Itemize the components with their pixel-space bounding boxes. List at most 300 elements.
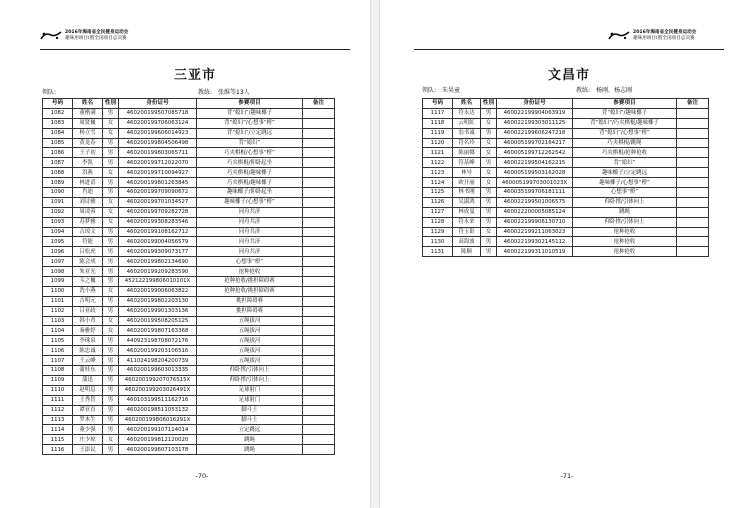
row-id: 460022200005085124 [497, 207, 573, 217]
row-name: 赵明息 [73, 385, 103, 395]
table-row [43, 415, 335, 425]
row-note [303, 168, 335, 178]
row-id: 460005199503162028 [497, 168, 573, 178]
row-number: 1087 [43, 158, 73, 168]
row-number: 1085 [43, 138, 73, 148]
row-number: 1128 [423, 217, 453, 227]
row-event: 足球射门 [197, 385, 303, 395]
row-id: 460200199508205125 [119, 316, 197, 326]
row-gender: 男 [103, 385, 119, 395]
row-name: 李凯 [73, 158, 103, 168]
table-row [43, 316, 335, 326]
row-note [677, 237, 709, 247]
row-id: 460022199504162215 [497, 158, 573, 168]
row-id: 452122199806010101X [119, 277, 197, 287]
header-rule [414, 49, 724, 50]
row-number: 1098 [43, 267, 73, 277]
row-id: 460022199906130710 [497, 217, 573, 227]
row-number: 1116 [43, 445, 73, 455]
row-event: 五绳拔河 [197, 326, 303, 336]
col-event: 参赛项目 [573, 99, 677, 109]
table-row [43, 336, 335, 346]
row-gender: 男 [481, 158, 497, 168]
row-gender: 女 [481, 118, 497, 128]
row-event: 抢种抢收 [573, 227, 677, 237]
row-event: 心想事“橙” [197, 257, 303, 267]
table-row [43, 286, 335, 296]
row-note [677, 108, 709, 118]
row-name: 吴淑鸿 [453, 197, 481, 207]
row-gender: 女 [481, 138, 497, 148]
table-row [43, 168, 335, 178]
table-row [423, 237, 709, 247]
row-gender: 男 [481, 197, 497, 207]
row-gender: 男 [103, 375, 119, 385]
row-note [677, 148, 709, 158]
roster-table [422, 98, 709, 257]
row-id: 460005199703001023X [497, 178, 573, 188]
row-event: 抢种抢收 [573, 247, 677, 257]
table-row [423, 138, 709, 148]
row-note [303, 178, 335, 188]
row-name: 吕亚政 [73, 306, 103, 316]
row-note [303, 118, 335, 128]
row-id: 460200199901303136 [119, 306, 197, 316]
row-note [303, 296, 335, 306]
row-name: 陈会成 [73, 257, 103, 267]
row-number: 1105 [43, 336, 73, 346]
row-name: 庄少琼 [73, 435, 103, 445]
row-note [677, 188, 709, 198]
row-event: 跳绳 [573, 207, 677, 217]
row-event: 同舟共济 [197, 207, 303, 217]
row-number: 1103 [43, 316, 73, 326]
row-gender: 男 [481, 217, 497, 227]
table-row [43, 207, 335, 217]
row-event: 脚斗士 [197, 415, 303, 425]
row-gender: 女 [103, 217, 119, 227]
row-gender: 女 [481, 227, 497, 237]
row-name: 周贤巍 [73, 118, 103, 128]
row-gender: 男 [103, 138, 119, 148]
row-note [677, 158, 709, 168]
row-id: 460200199207076515X [119, 375, 197, 385]
row-id: 460200199108162712 [119, 227, 197, 237]
table-row [43, 227, 335, 237]
table-row [43, 375, 335, 385]
row-number: 1122 [423, 158, 453, 168]
row-gender: 男 [481, 247, 497, 257]
row-gender: 男 [103, 257, 119, 267]
row-id: 440923198708072176 [119, 336, 197, 346]
row-event: 趣味椰子/心想事“橙” [573, 178, 677, 188]
row-name: 符永来 [453, 217, 481, 227]
row-id: 460200199802134690 [119, 257, 197, 267]
row-gender: 男 [481, 108, 497, 118]
row-number: 1108 [43, 366, 73, 376]
row-note [303, 385, 335, 395]
table-row [43, 128, 335, 138]
row-note [303, 217, 335, 227]
row-note [303, 356, 335, 366]
row-event: 巧夹棋棍/跳绳 [573, 138, 677, 148]
row-name: 董少强 [73, 425, 103, 435]
row-number: 1106 [43, 346, 73, 356]
row-note [303, 405, 335, 415]
row-id: 460200199606014923 [119, 128, 197, 138]
row-event: 趣味椰子/心想事“橙” [197, 197, 303, 207]
row-name: 吕松虎 [73, 247, 103, 257]
team-leader-label: 领队: [42, 89, 57, 96]
row-note [303, 237, 335, 247]
row-name: 吉明元 [73, 296, 103, 306]
row-event: 趣味椰子/立定跳远 [573, 168, 677, 178]
row-note [303, 435, 335, 445]
row-name: 罗木生 [73, 415, 103, 425]
row-number: 1093 [43, 217, 73, 227]
row-id: 460200199006063822 [119, 286, 197, 296]
row-name: 高海波 [453, 237, 481, 247]
table-row [43, 425, 335, 435]
row-event: 背“媳妇”/巧夹棋棍/趣味椰子 [573, 118, 677, 128]
table-row [423, 197, 709, 207]
row-number: 1126 [423, 197, 453, 207]
row-note [303, 207, 335, 217]
row-note [303, 316, 335, 326]
table-row [43, 257, 335, 267]
row-gender: 男 [103, 346, 119, 356]
row-name: 云明虹 [453, 118, 481, 128]
row-id: 460200199712022070 [119, 158, 197, 168]
roster-table [42, 98, 335, 455]
table-row [43, 346, 335, 356]
row-id: 460200199209283590 [119, 267, 197, 277]
row-note [677, 118, 709, 128]
table-row [423, 128, 709, 138]
row-id: 460200199308283546 [119, 217, 197, 227]
row-name: 苏梦雅 [73, 217, 103, 227]
row-id: 460200199710094927 [119, 168, 197, 178]
row-number: 1107 [43, 356, 73, 366]
row-name: 陈顺 [453, 247, 481, 257]
row-gender: 女 [103, 316, 119, 326]
row-gender: 男 [103, 445, 119, 455]
row-note [677, 197, 709, 207]
row-number: 1113 [43, 415, 73, 425]
row-gender: 男 [103, 395, 119, 405]
row-name: 古琼文 [73, 227, 103, 237]
coach-label: 教练: [576, 87, 591, 94]
row-number: 1109 [43, 375, 73, 385]
row-gender: 女 [481, 148, 497, 158]
table-row [43, 247, 335, 257]
logo-line1: 2016年海南省全民健身运动会 [65, 30, 129, 35]
row-gender: 男 [481, 188, 497, 198]
coach-value: 杨刚、杨志刚 [596, 87, 633, 94]
row-event: 抢种抢收/挑担障碍赛 [197, 277, 303, 287]
col-id: 身份证号 [119, 99, 197, 109]
row-number: 1099 [43, 277, 73, 287]
team-leader-label: 领队: [422, 87, 437, 94]
row-note [303, 257, 335, 267]
row-event: 巧夹棋棍/仰卧起坐 [197, 158, 303, 168]
row-event: 立定跳远 [197, 425, 303, 435]
row-gender: 女 [103, 168, 119, 178]
table-row [423, 207, 709, 217]
row-id: 460200199706063124 [119, 118, 197, 128]
row-number: 1088 [43, 168, 73, 178]
row-event: 仰卧撑/引体向上 [573, 217, 677, 227]
col-number: 号码 [423, 99, 453, 109]
row-number: 1101 [43, 296, 73, 306]
row-name: 韩小青 [73, 316, 103, 326]
row-event: 五绳拔河 [197, 316, 303, 326]
row-note [677, 217, 709, 227]
row-id: 460200199004056579 [119, 237, 197, 247]
row-name: 林成曼 [453, 207, 481, 217]
row-gender: 女 [103, 197, 119, 207]
row-event: 足球射门 [197, 395, 303, 405]
row-event: 抢种抢收/挑担障碍赛 [197, 286, 303, 296]
row-number: 1123 [423, 168, 453, 178]
row-gender: 女 [103, 118, 119, 128]
row-note [303, 247, 335, 257]
table-row [423, 178, 709, 188]
row-note [303, 306, 335, 316]
table-row [43, 366, 335, 376]
table-header-row [423, 99, 709, 109]
row-number: 1131 [423, 247, 453, 257]
row-id: 460005199712262542 [497, 148, 573, 158]
roster-body [43, 108, 335, 454]
row-id: 460005199702164217 [497, 138, 573, 148]
row-number: 1110 [43, 385, 73, 395]
city-title: 文昌市 [547, 68, 590, 83]
row-id: 460200199806016291X [119, 415, 197, 425]
row-gender: 男 [103, 405, 119, 415]
col-note: 备注 [677, 99, 709, 109]
row-note [303, 277, 335, 287]
event-logo [40, 30, 128, 42]
row-event: 仰卧撑/引体向上 [197, 375, 303, 385]
row-event: 趣味椰子/仰卧起坐 [197, 188, 303, 198]
col-event: 参赛项目 [197, 99, 303, 109]
row-note [677, 207, 709, 217]
row-event: 背“媳妇”/趣味椰子 [197, 108, 303, 118]
col-id: 身份证号 [497, 99, 573, 109]
table-row [43, 188, 335, 198]
table-row [43, 178, 335, 188]
row-name: 林书刚 [453, 188, 481, 198]
row-name: 刘诗雅 [73, 197, 103, 207]
row-gender: 男 [103, 247, 119, 257]
table-row [43, 356, 335, 366]
col-gender: 性别 [481, 99, 497, 109]
event-logo-mark [608, 30, 630, 42]
row-gender: 男 [481, 207, 497, 217]
row-gender: 女 [481, 178, 497, 188]
row-name: 林导 [453, 168, 481, 178]
table-row [423, 148, 709, 158]
row-name: 王子初 [73, 148, 103, 158]
row-number: 1127 [423, 207, 453, 217]
event-logo-mark [40, 30, 62, 42]
row-note [303, 326, 335, 336]
row-id: 460200199709282728 [119, 207, 197, 217]
row-note [677, 128, 709, 138]
row-gender: 女 [103, 435, 119, 445]
row-note [677, 138, 709, 148]
row-note [303, 227, 335, 237]
row-id: 460022199606247218 [497, 128, 573, 138]
table-row [423, 108, 709, 118]
row-name: 蒲迅 [73, 375, 103, 385]
row-note [677, 178, 709, 188]
row-id: 460035199706181111 [497, 188, 573, 198]
row-event: 心想事“橙” [573, 188, 677, 198]
row-event: 仰卧撑/引体向上 [197, 366, 303, 376]
row-number: 1091 [43, 197, 73, 207]
row-note [303, 366, 335, 376]
col-gender: 性别 [103, 99, 119, 109]
table-row [43, 138, 335, 148]
row-id: 460022199311010519 [497, 247, 573, 257]
page-number: -70- [195, 472, 209, 480]
row-name: 符永达 [453, 108, 481, 118]
row-gender: 女 [103, 286, 119, 296]
table-row [43, 445, 335, 455]
row-note [303, 267, 335, 277]
row-note [303, 158, 335, 168]
row-event: 跳绳 [197, 435, 303, 445]
row-event: 挑担障碍赛 [197, 306, 303, 316]
row-name: 林进滔 [73, 178, 103, 188]
row-name: 翁书诚 [453, 128, 481, 138]
logo-line2: 趣味用项目(暨全国项目总决赛 [65, 36, 127, 41]
row-name: 黄龙春 [73, 138, 103, 148]
row-number: 1119 [423, 128, 453, 138]
row-gender: 男 [103, 108, 119, 118]
row-id: 460200199804506498 [119, 138, 197, 148]
team-leader-value: 朱昊童 [442, 87, 461, 94]
row-id: 460200199709090672 [119, 188, 197, 198]
table-row [43, 435, 335, 445]
row-id: 460022199501006575 [497, 197, 573, 207]
row-number: 1089 [43, 178, 73, 188]
row-name: 王云峰 [73, 356, 103, 366]
row-name: 李珠泉 [73, 336, 103, 346]
row-name: 洪燕 [73, 168, 103, 178]
team-info [42, 88, 352, 97]
row-event: 脚斗士 [197, 405, 303, 415]
row-number: 1117 [423, 108, 453, 118]
table-row [423, 158, 709, 168]
row-number: 1114 [43, 425, 73, 435]
row-id: 460200199812120020 [119, 435, 197, 445]
table-row [43, 158, 335, 168]
row-event: 跳绳 [197, 445, 303, 455]
row-id: 460022199302145112 [497, 237, 573, 247]
row-gender: 女 [103, 326, 119, 336]
row-note [677, 227, 709, 237]
row-name: 董楷满 [73, 108, 103, 118]
table-header-row [43, 99, 335, 109]
row-number: 1096 [43, 247, 73, 257]
row-name: 欧开丽 [453, 178, 481, 188]
table-row [423, 118, 709, 128]
row-id: 460200198511053132 [119, 405, 197, 415]
row-id: 460022199211063023 [497, 227, 573, 237]
table-row [43, 395, 335, 405]
row-event: 同舟共济 [197, 237, 303, 247]
row-gender: 男 [103, 158, 119, 168]
row-id: 460200199507085718 [119, 108, 197, 118]
row-id: 460200199701034527 [119, 197, 197, 207]
row-event: 巧夹棋棍/趣味椰子 [197, 168, 303, 178]
row-note [303, 375, 335, 385]
row-event: 五绳拔河 [197, 356, 303, 366]
row-gender: 男 [103, 366, 119, 376]
row-id: 460022199303011125 [497, 118, 573, 128]
row-gender: 男 [103, 148, 119, 158]
table-row [43, 267, 335, 277]
row-name: 符能 [73, 237, 103, 247]
row-event: 仰卧撑/引体向上 [573, 197, 677, 207]
row-name: 王秀智 [73, 395, 103, 405]
row-number: 1094 [43, 227, 73, 237]
row-gender: 男 [103, 336, 119, 346]
row-name: 秦雅婷 [73, 326, 103, 336]
row-gender: 男 [103, 296, 119, 306]
table-row [43, 277, 335, 287]
row-number: 1111 [43, 395, 73, 405]
row-event: 同舟共济 [197, 217, 303, 227]
event-logo [608, 30, 696, 42]
row-event: 五绳拔河 [197, 346, 303, 356]
row-number: 1125 [423, 188, 453, 198]
row-note [303, 108, 335, 118]
logo-line2: 趣味用项目(暨全国项目总决赛 [633, 36, 695, 41]
city-title: 三亚市 [173, 68, 216, 83]
row-name: 谭亚育 [73, 405, 103, 415]
row-event: 背“媳妇”/趣味椰子 [573, 108, 677, 118]
row-note [303, 128, 335, 138]
page-left [0, 0, 370, 508]
row-id: 460200199203026491X [119, 385, 197, 395]
row-number: 1095 [43, 237, 73, 247]
row-name: 陈忠诚 [73, 346, 103, 356]
row-number: 1129 [423, 227, 453, 237]
row-event: 同舟共济 [197, 247, 303, 257]
row-id: 460200199203106516 [119, 346, 197, 356]
row-id: 460022199904063919 [497, 108, 573, 118]
row-gender: 男 [103, 227, 119, 237]
row-number: 1083 [43, 118, 73, 128]
row-name: 王添民 [73, 445, 103, 455]
coach-label: 教练: [198, 89, 213, 96]
row-number: 1120 [423, 138, 453, 148]
row-number: 1121 [423, 148, 453, 158]
row-name: 冼小燕 [73, 286, 103, 296]
row-name: 韦之巍 [73, 277, 103, 287]
row-note [303, 138, 335, 148]
coach-value: 张维等13人 [218, 89, 250, 96]
row-number: 1124 [423, 178, 453, 188]
row-note [677, 247, 709, 257]
row-name: 符玉影 [453, 227, 481, 237]
row-gender: 男 [103, 178, 119, 188]
row-event: 巧夹棋棍/趣味椰子 [197, 178, 303, 188]
